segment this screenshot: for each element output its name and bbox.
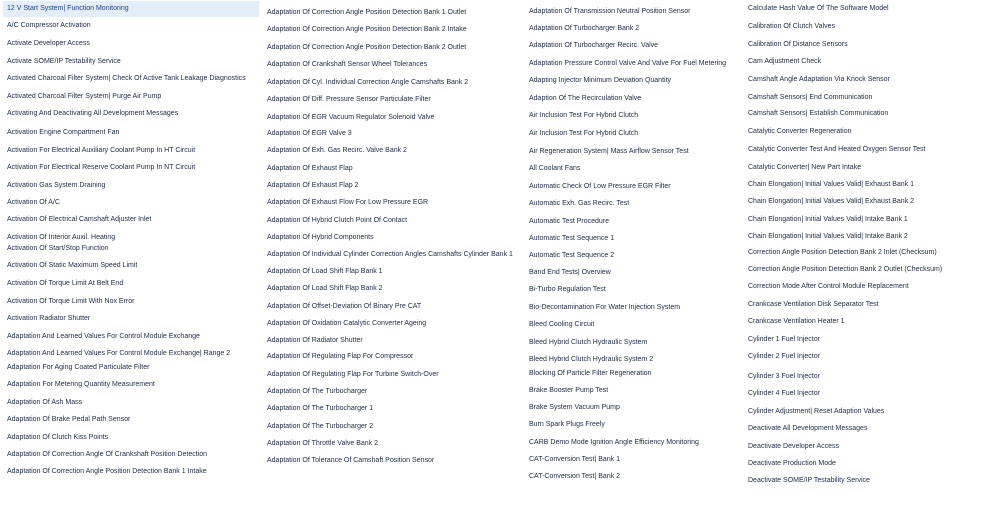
- function-list-item[interactable]: Adaptation Of Cyl. Individual Correction Angle Camshafts Bank 2: [267, 79, 469, 86]
- function-list-item[interactable]: Catalytic Converter Regeneration: [748, 128, 852, 135]
- function-list-item[interactable]: Correction Angle Position Detection Bank 2 Outlet (Checksum): [748, 266, 943, 273]
- function-list-item[interactable]: Crankcase Ventilation Heater 1: [748, 318, 845, 325]
- function-list-item[interactable]: Correction Mode After Control Module Replacement: [748, 283, 909, 290]
- function-list-item[interactable]: Adaptation Of Correction Angle Position Detection Bank 2 Intake: [267, 26, 467, 33]
- function-list-item[interactable]: Adaptation Of Transmission Neutral Position Sensor: [529, 8, 691, 15]
- function-list-item[interactable]: Adaptation Of Correction Angle Of Crankshaft Position Detection: [7, 451, 207, 458]
- function-list-item[interactable]: Bleed Hybrid Clutch Hydraulic System: [529, 339, 648, 346]
- function-list-item[interactable]: Adaptation Of Exhaust Flap 2: [267, 182, 359, 189]
- function-list-item[interactable]: A/C Compressor Activation: [7, 22, 91, 29]
- function-list-item[interactable]: Adaptation Of EGR Valve 3: [267, 130, 352, 137]
- function-list-item[interactable]: Camshaft Sensors| Establish Communication: [748, 110, 889, 117]
- function-list-item[interactable]: Activate SOME/IP Testability Service: [7, 58, 121, 65]
- function-list-item[interactable]: Activation Of Static Maximum Speed Limit: [7, 262, 138, 269]
- function-list-item[interactable]: Deactivate Production Mode: [748, 460, 836, 467]
- function-list-item[interactable]: Activation Of A/C: [7, 199, 60, 206]
- function-list-item[interactable]: Brake Booster Pump Test: [529, 387, 609, 394]
- function-list-item[interactable]: Adaptation And Learned Values For Control Module Exchange| Range 2: [7, 350, 231, 357]
- function-list-item[interactable]: Adaptation Of The Turbocharger: [267, 388, 368, 395]
- function-list-item[interactable]: Adaptation Of Offset-Deviation Of Binary Pre CAT: [267, 303, 422, 310]
- function-list-item[interactable]: Adaptation Of Individual Cylinder Correction Angles Camshafts Cylinder Bank 1: [267, 251, 513, 258]
- function-list-item[interactable]: Adaptation Of Load Shift Flap Bank 2: [267, 285, 383, 292]
- function-list-item[interactable]: Adaptation Of Tolerance Of Camshaft Position Sensor: [267, 457, 435, 464]
- function-list-item[interactable]: CARB Demo Mode Ignition Angle Efficiency Monitoring: [529, 439, 699, 446]
- function-list-item[interactable]: Adaptation Of Throttle Valve Bank 2: [267, 440, 379, 447]
- function-list-item[interactable]: Adaptation Of Correction Angle Position Detection Bank 2 Outlet: [267, 44, 467, 51]
- function-list-item[interactable]: Correction Angle Position Detection Bank 2 Inlet (Checksum): [748, 249, 937, 256]
- function-list-item[interactable]: Adaptation Of Turbocharger Recirc. Valve: [529, 42, 659, 49]
- function-list-item[interactable]: Deactivate All Development Messages: [748, 425, 868, 432]
- function-list-item[interactable]: Adaptation Of Radiator Shutter: [267, 337, 363, 344]
- function-list-item[interactable]: Band End Tests| Overview: [529, 269, 611, 276]
- function-list-item[interactable]: Activation Of Interior Auxil. Heating: [7, 234, 116, 241]
- function-list-item[interactable]: Adaptation Of Hybrid Clutch Point Of Contact: [267, 217, 408, 224]
- function-list-item[interactable]: Adaptation Of Regulating Flap For Turbine Switch-Over: [267, 371, 439, 378]
- function-list-item[interactable]: Crankcase Ventilation Disk Separator Test: [748, 301, 879, 308]
- function-list-item[interactable]: Automatic Exh. Gas Recirc. Test: [529, 200, 630, 207]
- function-list-item[interactable]: Deactivate Developer Access: [748, 443, 840, 450]
- function-list-item[interactable]: Adaptation Of The Turbocharger 1: [267, 405, 374, 412]
- function-list-item[interactable]: Activated Charcoal Filter System| Purge Air Pump: [7, 93, 162, 100]
- function-list-item[interactable]: Activation For Electrical Auxiliary Coolant Pump In HT Circuit: [7, 147, 196, 154]
- function-list-item[interactable]: Camshaft Angle Adaptation Via Knock Sensor: [748, 76, 890, 83]
- function-list-item[interactable]: Adapting Injector Minimum Deviation Quantity: [529, 77, 672, 84]
- function-list-item[interactable]: Bleed Cooling Circuit: [529, 321, 595, 328]
- function-list-item[interactable]: Cam Adjustment Check: [748, 58, 822, 65]
- function-list-item[interactable]: Adaptation And Learned Values For Control Module Exchange: [7, 333, 200, 340]
- function-list-item[interactable]: Adaptation Of Clutch Kiss Points: [7, 434, 109, 441]
- function-list-item[interactable]: Catalytic Converter| New Part Intake: [748, 164, 862, 171]
- function-list-item[interactable]: Adaptation Of Regulating Flap For Compressor: [267, 353, 414, 360]
- function-list-item[interactable]: Adaptation For Aging Coated Particulate Filter: [7, 364, 150, 371]
- function-list-item[interactable]: Activate Developer Access: [7, 40, 90, 47]
- function-list-item[interactable]: Cylinder 4 Fuel Injector: [748, 390, 820, 397]
- function-list-item[interactable]: Air Regeneration System| Mass Airflow Sensor Test: [529, 148, 689, 155]
- function-list-item[interactable]: Adaptation Of Load Shift Flap Bank 1: [267, 268, 383, 275]
- function-list-item[interactable]: Activation Radiator Shutter: [7, 315, 91, 322]
- function-list-item[interactable]: CAT-Conversion Test| Bank 1: [529, 456, 621, 463]
- function-list-item[interactable]: Activation Engine Compartment Fan: [7, 129, 120, 136]
- function-list-item[interactable]: Activation Gas System Draining: [7, 182, 106, 189]
- function-list-item[interactable]: Adaptation Of Turbocharger Bank 2: [529, 25, 640, 32]
- function-list-item[interactable]: Activation Of Torque Limit At Belt End: [7, 280, 124, 287]
- function-list-item[interactable]: Activating And Deactivating All Development Messages: [7, 110, 179, 117]
- function-list-item[interactable]: All Coolant Fans: [529, 165, 581, 172]
- function-list-item[interactable]: CAT-Conversion Test| Bank 2: [529, 473, 621, 480]
- function-list-item[interactable]: Air Inclusion Test For Hybrid Clutch: [529, 130, 639, 137]
- function-list-item[interactable]: Adaptation Of Oxidation Catalytic Converter Ageing: [267, 320, 427, 327]
- function-list-item[interactable]: Activated Charcoal Filter System| Check Of Active Tank Leakage Diagnostics: [7, 75, 246, 82]
- function-list-item[interactable]: Adaptation Pressure Control Valve And Valve For Fuel Metering: [529, 60, 727, 67]
- function-list-item[interactable]: Adaptation Of EGR Vacuum Regulator Solenoid Valve: [267, 114, 435, 121]
- function-list-item[interactable]: Chain Elongation| Initial Values Valid| Exhaust Bank 2: [748, 198, 915, 205]
- function-list-item[interactable]: Chain Elongation| Initial Values Valid| Intake Bank 1: [748, 216, 908, 223]
- function-list-item[interactable]: Automatic Test Sequence 1: [529, 235, 615, 242]
- function-list-item[interactable]: Brake System Vacuum Pump: [529, 404, 620, 411]
- function-list-item[interactable]: Adaptation Of Ash Mass: [7, 399, 83, 406]
- function-list-item[interactable]: Adaptation Of Hybrid Components: [267, 234, 374, 241]
- function-list-item[interactable]: Adaptation Of Crankshaft Sensor Wheel Tolerances: [267, 61, 428, 68]
- function-list-item[interactable]: Cylinder 3 Fuel Injector: [748, 373, 820, 380]
- function-list-item[interactable]: Chain Elongation| Initial Values Valid| Exhaust Bank 1: [748, 181, 915, 188]
- function-list-item[interactable]: Cylinder 1 Fuel Injector: [748, 336, 820, 343]
- function-list-item[interactable]: Chain Elongation| Initial Values Valid| Intake Bank 2: [748, 233, 908, 240]
- function-list-item[interactable]: Burn Spark Plugs Freely: [529, 421, 605, 428]
- function-list-item[interactable]: Adaptation Of Diff. Pressure Sensor Particulate Filter: [267, 96, 431, 103]
- function-list-item[interactable]: Calibration Of Clutch Valves: [748, 23, 836, 30]
- function-list-item[interactable]: Blocking Of Particle Filter Regeneration: [529, 370, 652, 377]
- function-list-item[interactable]: Deactivate SOME/IP Testability Service: [748, 477, 870, 484]
- function-list-item[interactable]: Calculate Hash Value Of The Software Model: [748, 5, 889, 12]
- function-list-item[interactable]: Catalytic Converter Test And Heated Oxygen Sensor Test: [748, 146, 926, 153]
- function-list-item[interactable]: Calibration Of Distance Sensors: [748, 41, 848, 48]
- function-list-item[interactable]: Adaptation Of Exhaust Flap: [267, 165, 353, 172]
- function-list-item[interactable]: Cylinder Adjustment| Reset Adaption Values: [748, 408, 885, 415]
- function-list-item[interactable]: Air Inclusion Test For Hybrid Clutch: [529, 112, 639, 119]
- function-list-item[interactable]: Activation Of Electrical Camshaft Adjuster Inlet: [7, 216, 152, 223]
- function-list-item[interactable]: Automatic Test Sequence 2: [529, 252, 615, 259]
- function-list-item[interactable]: Adaptation For Metering Quantity Measurement: [7, 381, 155, 388]
- function-list-item[interactable]: Bi-Turbo Regulation Test: [529, 286, 606, 293]
- function-list-item[interactable]: Activation Of Torque Limit With Nox Error: [7, 298, 135, 305]
- function-list-item[interactable]: Automatic Check Of Low Pressure EGR Filter: [529, 183, 671, 190]
- function-list-item[interactable]: Adaptation Of The Turbocharger 2: [267, 423, 374, 430]
- function-list-item[interactable]: Automatic Test Procedure: [529, 218, 610, 225]
- function-list-item[interactable]: Adaptation Of Brake Pedal Path Sensor: [7, 416, 131, 423]
- function-list-item[interactable]: 12 V Start System| Function Monitoring: [3, 1, 259, 17]
- function-list-item[interactable]: Adaptation Of Correction Angle Position Detection Bank 1 Outlet: [267, 9, 467, 16]
- function-list-item[interactable]: Activation Of Start/Stop Function: [7, 245, 109, 252]
- function-list-item[interactable]: Bio-Decontamination For Water Injection System: [529, 304, 681, 311]
- function-list-item[interactable]: Camshaft Sensors| End Communication: [748, 94, 873, 101]
- function-list-item[interactable]: Cylinder 2 Fuel Injector: [748, 353, 820, 360]
- function-list-item[interactable]: Activation For Electrical Reserve Coolant Pump In NT Circuit: [7, 164, 196, 171]
- function-list-item[interactable]: Bleed Hybrid Clutch Hydraulic System 2: [529, 356, 654, 363]
- function-list-item[interactable]: Adaptation Of Correction Angle Position Detection Bank 1 Intake: [7, 468, 207, 475]
- function-list-item[interactable]: Adaptation Of Exhaust Flow For Low Pressure EGR: [267, 199, 429, 206]
- function-list-item[interactable]: Adaptation Of Exh. Gas Recirc. Valve Bank 2: [267, 147, 407, 154]
- function-list-item[interactable]: Adaption Of The Recirculation Valve: [529, 95, 642, 102]
